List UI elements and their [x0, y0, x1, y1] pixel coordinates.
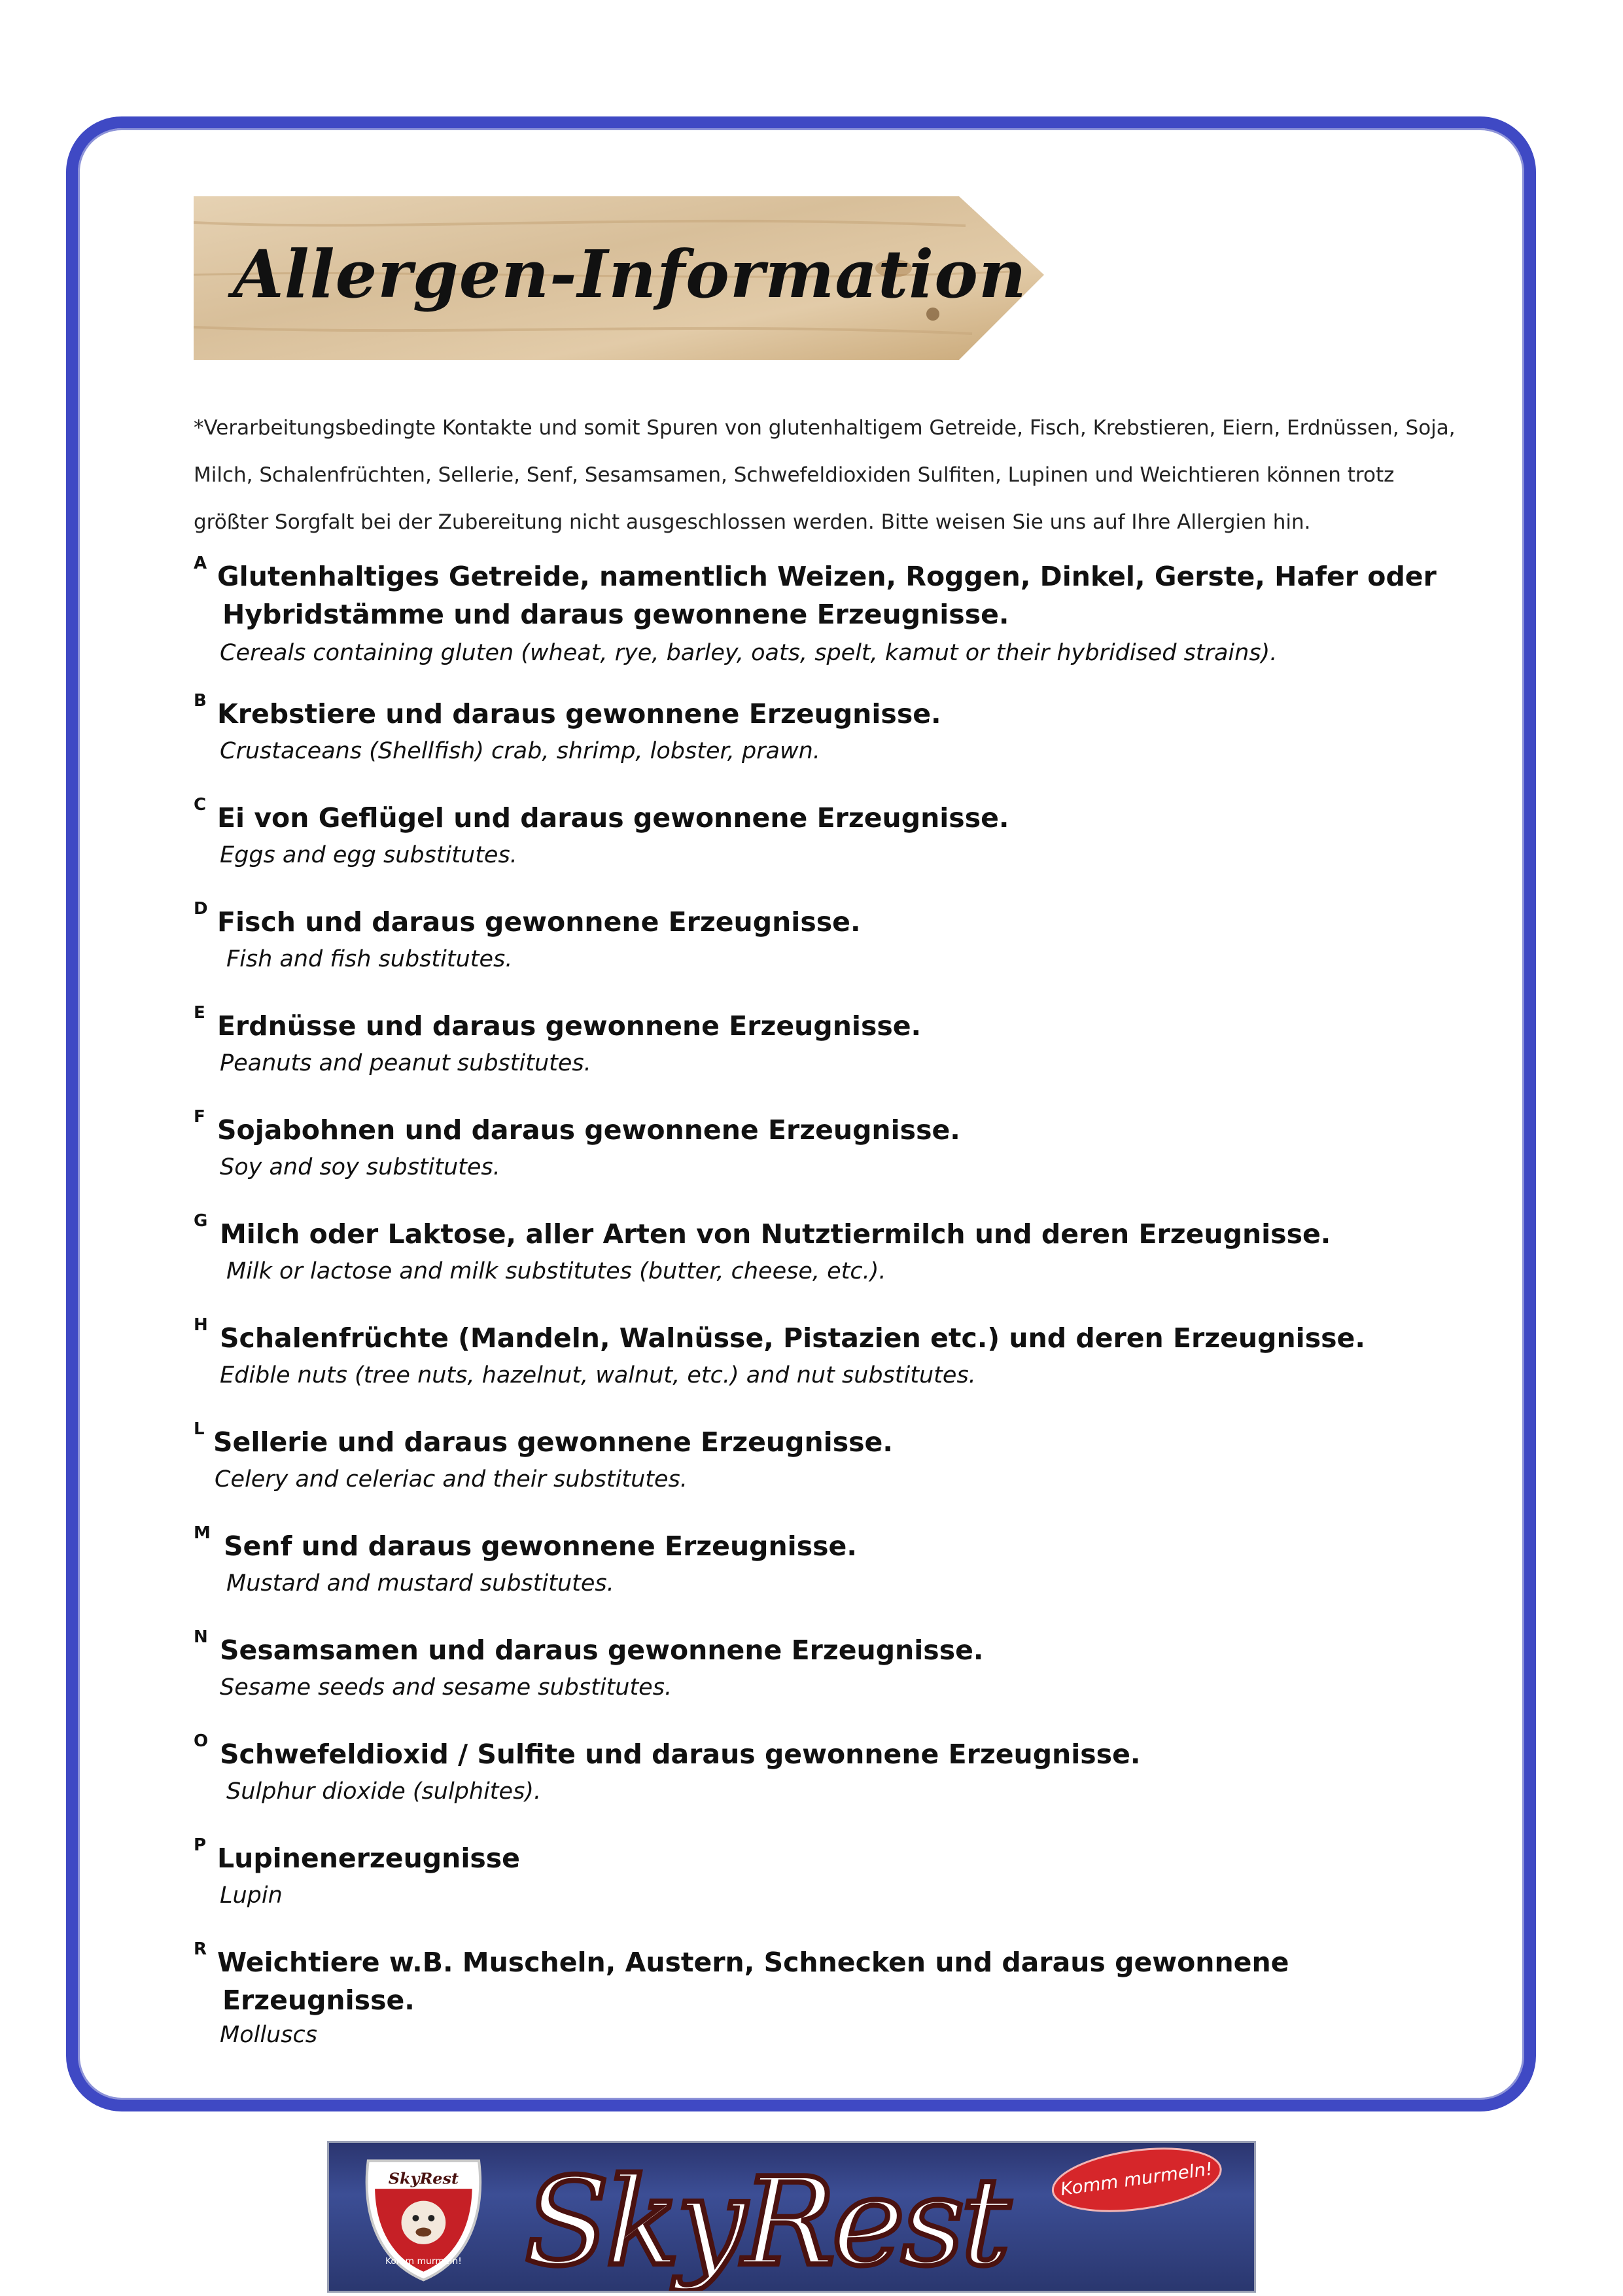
- komm-murmeln-badge: [1049, 2143, 1225, 2220]
- allergen-name-line: Erzeugnisse.: [222, 1985, 415, 2016]
- allergen-name-en: Lupin: [220, 1882, 283, 1909]
- skyrest-shield-logo: [367, 2161, 480, 2280]
- allergen-name-de: [217, 1943, 1289, 2019]
- allergen-name-en: Milk or lactose and milk substitutes (butter, cheese, etc.).: [226, 1258, 886, 1284]
- allergen-name-de: Ei von Geflügel und daraus gewonnene Erzeugnisse.: [217, 802, 1009, 834]
- allergen-name-de: Krebstiere und daraus gewonnene Erzeugnisse.: [217, 698, 941, 730]
- allergen-name-de: Schalenfrüchte (Mandeln, Walnüsse, Pistazien etc.) und deren Erzeugnisse.: [220, 1322, 1365, 1354]
- shield-logo-text: SkyRest: [388, 2169, 459, 2188]
- badge-text: Komm murmeln!: [1058, 2157, 1215, 2200]
- allergen-letter: A: [194, 554, 207, 573]
- allergen-name-line: Glutenhaltiges Getreide, namentlich Weizen, Roggen, Dinkel, Gerste, Hafer oder: [217, 561, 1437, 592]
- allergen-name-en: Molluscs: [220, 2022, 317, 2048]
- allergen-letter: B: [194, 691, 207, 711]
- allergen-letter: R: [194, 1939, 207, 1959]
- allergen-letter: L: [194, 1419, 205, 1439]
- allergen-name-en: Cereals containing gluten (wheat, rye, barley, oats, spelt, kamut or their hybridised strains).: [220, 640, 1278, 666]
- allergen-name-en: Edible nuts (tree nuts, hazelnut, walnut, etc.) and nut substitutes.: [220, 1362, 976, 1388]
- intro-notice: [194, 404, 1456, 546]
- intro-line: *Verarbeitungsbedingte Kontakte und somit Spuren von glutenhaltigem Getreide, Fisch, Krebstieren, Eiern, Erdnüssen, Soja,: [194, 416, 1456, 440]
- allergen-letter: M: [194, 1523, 211, 1543]
- allergen-name-de: Milch oder Laktose, aller Arten von Nutztiermilch und deren Erzeugnisse.: [220, 1218, 1331, 1250]
- allergen-name-de: Sellerie und daraus gewonnene Erzeugnisse.: [213, 1426, 893, 1458]
- allergen-name-en: Sesame seeds and sesame substitutes.: [220, 1674, 672, 1701]
- allergen-name-en: Soy and soy substitutes.: [220, 1154, 500, 1180]
- allergen-letter: F: [194, 1107, 205, 1127]
- allergen-name-en: Sulphur dioxide (sulphites).: [226, 1778, 542, 1805]
- allergen-name-de: Senf und daraus gewonnene Erzeugnisse.: [224, 1530, 857, 1562]
- allergen-name-en: Fish and fish substitutes.: [226, 946, 513, 972]
- banner-graphic: [329, 2143, 1254, 2291]
- allergen-name-line: Weichtiere w.B. Muscheln, Austern, Schnecken und daraus gewonnene: [217, 1947, 1289, 1978]
- allergen-name-de: Schwefeldioxid / Sulfite und daraus gewonnene Erzeugnisse.: [220, 1739, 1141, 1770]
- shield-slogan: Komm murmeln!: [385, 2256, 462, 2267]
- allergen-letter: O: [194, 1731, 209, 1751]
- allergen-name-en: Peanuts and peanut substitutes.: [220, 1050, 591, 1076]
- allergen-name-de: Sojabohnen und daraus gewonnene Erzeugnisse.: [217, 1114, 960, 1146]
- intro-line: Milch, Schalenfrüchten, Sellerie, Senf, Sesamsamen, Schwefeldioxiden Sulfiten, Lupinen und Weichtieren können trotz: [194, 463, 1395, 487]
- allergen-letter: G: [194, 1211, 208, 1231]
- allergen-letter: H: [194, 1315, 208, 1335]
- allergen-name-de: Erdnüsse und daraus gewonnene Erzeugnisse.: [217, 1010, 922, 1042]
- allergen-name-en: Mustard and mustard substitutes.: [226, 1570, 614, 1597]
- allergen-name-en: Celery and celeriac and their substitutes.: [215, 1466, 688, 1492]
- allergen-letter: E: [194, 1003, 205, 1023]
- intro-line: größter Sorgfalt bei der Zubereitung nicht ausgeschlossen werden. Bitte weisen Sie uns auf Ihre Allergien hin.: [194, 510, 1311, 534]
- allergen-letter: P: [194, 1835, 207, 1855]
- skyrest-banner: [327, 2141, 1256, 2293]
- allergen-name-line: Hybridstämme und daraus gewonnene Erzeugnisse.: [222, 599, 1009, 630]
- title-sign: [194, 196, 1044, 360]
- allergen-name-en: Eggs and egg substitutes.: [220, 842, 517, 868]
- allergen-name-de: [217, 557, 1437, 633]
- skyrest-wordmark: SkyRest: [524, 2151, 1007, 2291]
- allergen-letter: C: [194, 795, 207, 815]
- allergen-name-en: Crustaceans (Shellfish) crab, shrimp, lobster, prawn.: [220, 738, 820, 764]
- allergen-letter: N: [194, 1627, 208, 1647]
- allergen-name-de: Lupinenerzeugnisse: [217, 1843, 520, 1874]
- allergen-name-de: Fisch und daraus gewonnene Erzeugnisse.: [217, 906, 861, 938]
- page-title: Allergen-Information: [233, 236, 1027, 313]
- allergen-name-de: Sesamsamen und daraus gewonnene Erzeugnisse.: [220, 1634, 984, 1666]
- allergen-letter: D: [194, 899, 208, 919]
